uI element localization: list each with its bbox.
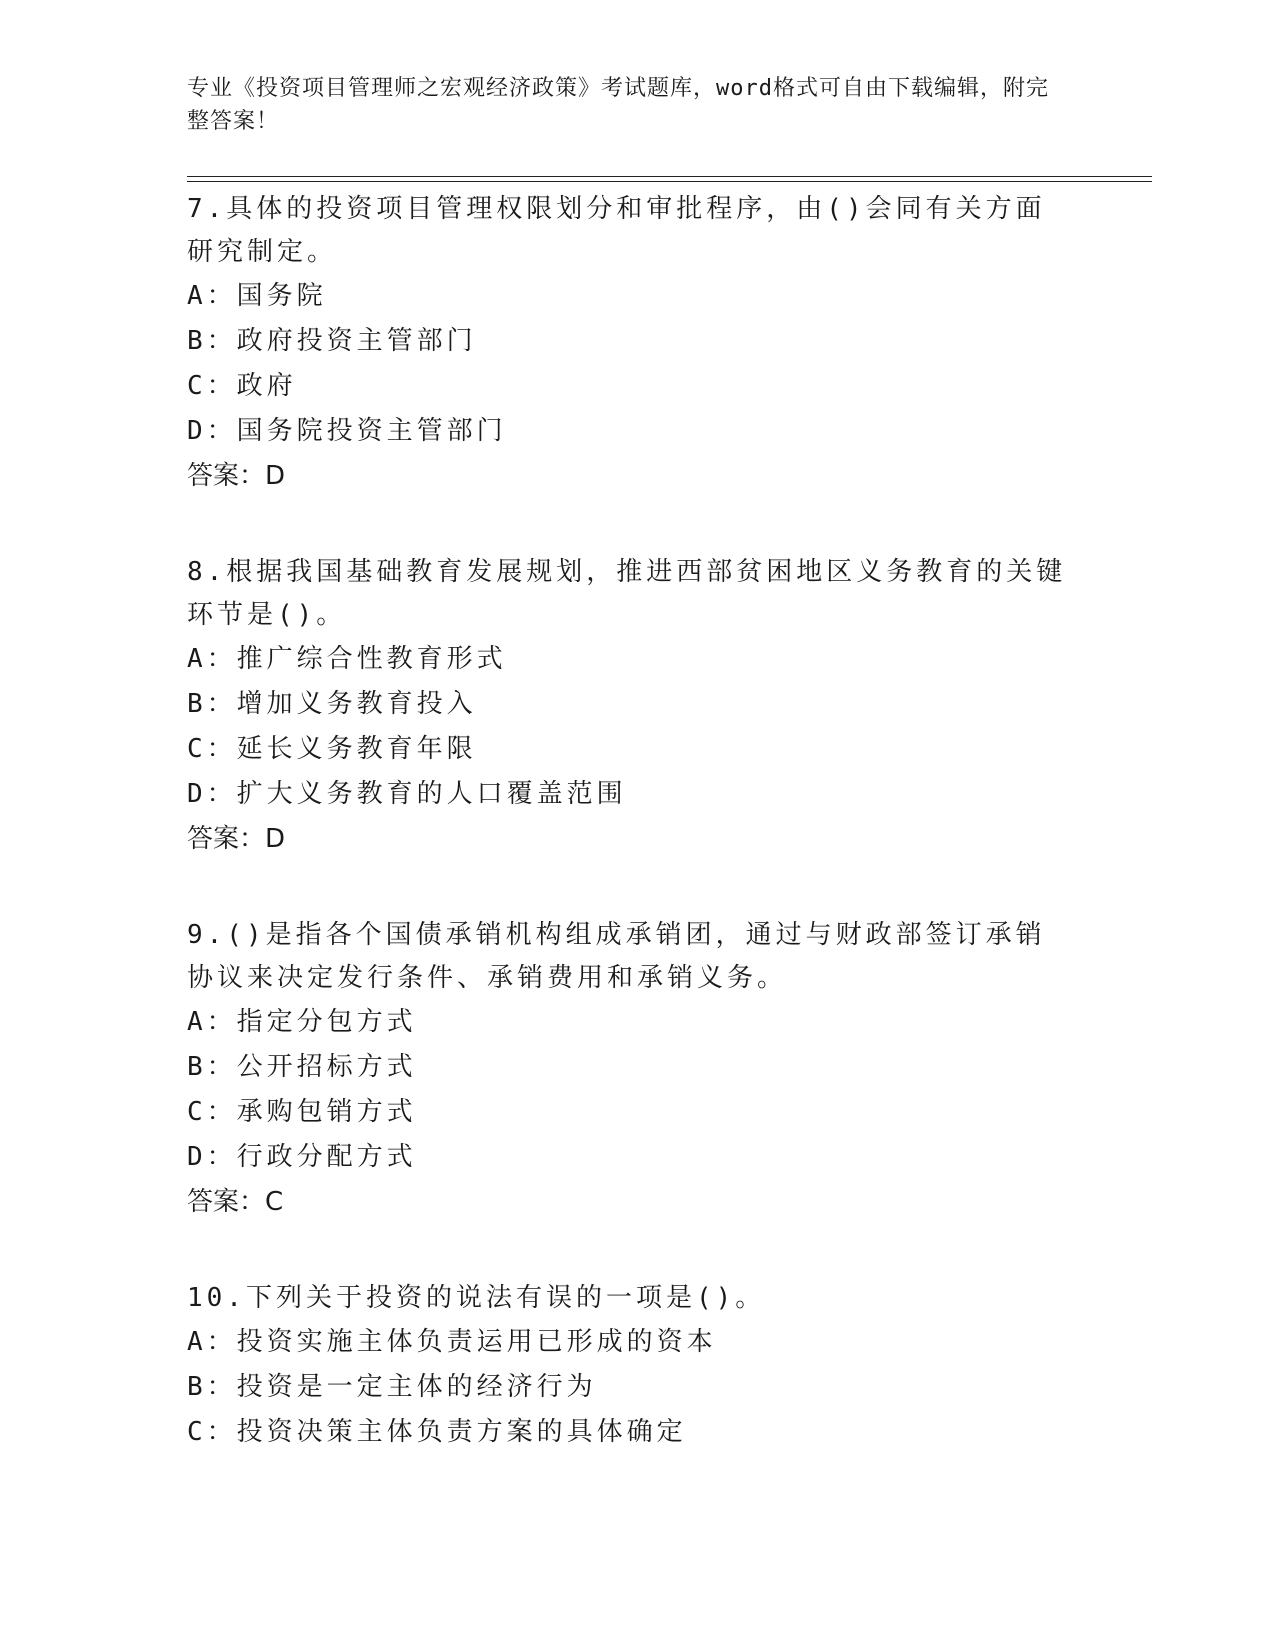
answer: 答案：D (187, 461, 286, 491)
question-stem: 10.下列关于投资的说法有误的一项是()。 (187, 1283, 766, 1313)
option-b: B：公开招标方式 (187, 1052, 417, 1082)
question-8 (187, 551, 1067, 862)
question-stem: 9.()是指各个国债承销机构组成承销团，通过与财政部签订承销协议来决定发行条件、承销费用和承销义务。 (187, 920, 1046, 993)
option-c: C：政府 (187, 371, 297, 401)
option-d: D：扩大义务教育的人口覆盖范围 (187, 779, 627, 809)
option-b: B：政府投资主管部门 (187, 326, 477, 356)
document-header: 专业《投资项目管理师之宏观经济政策》考试题库，word格式可自由下载编辑，附完整答案！ (187, 76, 1049, 134)
question-7 (187, 188, 1067, 499)
option-a: A：国务院 (187, 281, 327, 311)
header-rule-bottom (187, 181, 1152, 182)
option-b: B：投资是一定主体的经济行为 (187, 1372, 597, 1402)
option-d: D：国务院投资主管部门 (187, 416, 507, 446)
option-a: A：推广综合性教育形式 (187, 644, 507, 674)
option-c: C：投资决策主体负责方案的具体确定 (187, 1417, 687, 1447)
option-d: D：行政分配方式 (187, 1142, 417, 1172)
option-a: A：投资实施主体负责运用已形成的资本 (187, 1327, 717, 1357)
option-c: C：延长义务教育年限 (187, 734, 477, 764)
question-9 (187, 914, 1067, 1225)
option-b: B：增加义务教育投入 (187, 689, 477, 719)
option-c: C：承购包销方式 (187, 1097, 417, 1127)
question-stem: 8.根据我国基础教育发展规划，推进西部贫困地区义务教育的关键环节是()。 (187, 557, 1067, 630)
answer: 答案：C (187, 1187, 284, 1217)
option-a: A：指定分包方式 (187, 1007, 417, 1037)
question-10 (187, 1277, 1067, 1455)
answer: 答案：D (187, 824, 286, 854)
header-rule-top (187, 176, 1152, 177)
question-stem: 7.具体的投资项目管理权限划分和审批程序，由()会同有关方面研究制定。 (187, 194, 1046, 267)
